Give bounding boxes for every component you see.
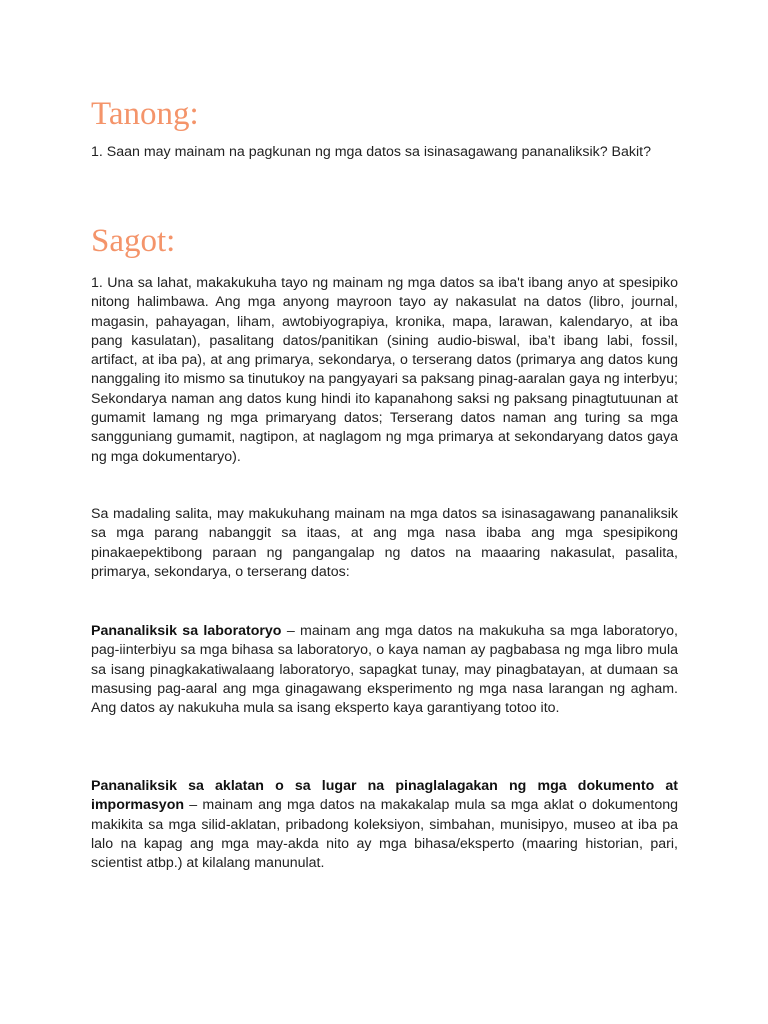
laboratory-paragraph <box>91 622 678 718</box>
question-heading: Tanong: <box>91 96 199 132</box>
library-paragraph <box>91 777 678 873</box>
summary-paragraph: Sa madaling salita, may makukuhang mainam na mga datos sa isinasagawang pananaliksik sa mga parang nabanggit sa itaas, at ang mga nasa ibaba ang mga spesipikong pinakaepektibong paraan ng pangangalap ng datos na maaaring nakasulat, pasalita, primarya, sekondarya, o terserang datos: <box>91 506 678 580</box>
library-description: – mainam ang mga datos na makakalap mula sa mga aklat o dokumentong makikita sa mga silid-aklatan, pribadong koleksiyon, simbahan, munisipyo, museo at iba pa lalo na kapag ang mga may-akda nito ay mga bihasa/eksperto (maaring historian, pari, scientist atbp.) at kilalang manunulat. <box>91 797 678 872</box>
question-text: 1. Saan may mainam na pagkunan ng mga datos sa isinasagawang pananaliksik? Bakit? <box>91 144 651 160</box>
answer-heading: Sagot: <box>91 223 176 259</box>
answer-paragraph: 1. Una sa lahat, makakukuha tayo ng mainam ng mga datos sa iba't ibang anyo at spesipiko nitong halimbawa. Ang mga anyong mayroon tayo ay nakasulat na datos (libro, journal, magasin, pahayagan, liham, awtobiyograpiya, kronika, mapa, larawan, kalendaryo, at iba pang kasulatan), pasalitang datos/panitikan (sining audio-biswal, iba’t ibang labi, fossil, artifact, at iba pa), at ang primarya, sekondarya, o terserang datos (primarya ang datos kung nanggaling ito mismo sa tinutukoy na pangyayari sa paksang pinag-aaralan gaya ng interbyu; Sekondarya naman ang datos kung hindi ito kapanahong saksi ng paksang pinagtutuunan at gumamit lamang ng mga primaryang datos; Terserang datos naman ang turing sa mga sangguniang gumamit, nagtipon, at naglagom ng mga primarya at sekondaryang datos gaya ng mga dokumentaryo). <box>91 275 678 465</box>
laboratory-description: – mainam ang mga datos na makukuha sa mga laboratoryo, pag-iinterbiyu sa mga bihasa sa laboratoryo, o kaya naman ay pagbabasa ng mga libro mula sa isang pinagkakatiwalaang laboratoryo, sapagkat tunay, may pinagbatayan, at dumaan sa masusing pag-aaral ang mga ginagawang eksperimento ng mga nasa larangan ng agham. Ang datos ay nakukuha mula sa isang eksperto kaya garantiyang totoo ito. <box>91 623 678 717</box>
laboratory-term: Pananaliksik sa laboratoryo <box>91 623 282 639</box>
library-term: Pananaliksik sa aklatan o sa lugar na pinaglalagakan ng mga dokumento at impormasyon <box>91 778 678 814</box>
